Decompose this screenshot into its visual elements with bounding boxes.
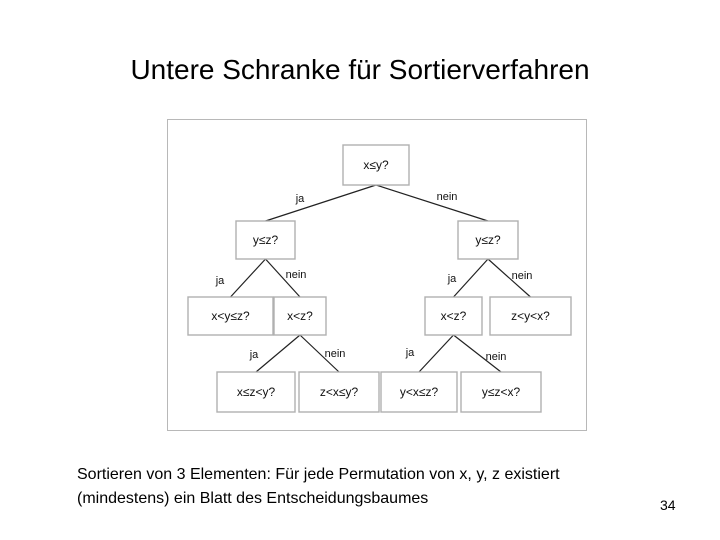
slide-caption bbox=[77, 463, 657, 511]
tree-node-rlr bbox=[461, 372, 541, 412]
node-label: x≤y? bbox=[363, 158, 389, 172]
slide-title: Untere Schranke für Sortierverfahren bbox=[130, 54, 590, 85]
tree-node-root bbox=[343, 145, 409, 185]
edge-label-lr-lrl: ja bbox=[249, 349, 259, 361]
tree-node-lrr bbox=[299, 372, 379, 412]
node-label: x<y≤z? bbox=[211, 309, 250, 323]
tree-node-lrl bbox=[217, 372, 295, 412]
node-label: z<y<x? bbox=[511, 309, 550, 323]
tree-node-r bbox=[458, 221, 518, 259]
edge-label-rl-rlr: nein bbox=[485, 351, 507, 363]
caption-line-2: (mindestens) ein Blatt des Entscheidungsbaumes bbox=[77, 490, 429, 507]
caption-line-1: Sortieren von 3 Elementen: Für jede Permutation von x, y, z existiert bbox=[77, 466, 560, 483]
node-label: x<z? bbox=[287, 309, 313, 323]
tree-edge-l-ll bbox=[231, 259, 266, 297]
tree-node-l bbox=[236, 221, 295, 259]
tree-node-rll bbox=[381, 372, 457, 412]
edge-label-l-lr: nein bbox=[285, 269, 307, 281]
edge-label-l-ll: ja bbox=[215, 275, 225, 287]
node-label: y≤z? bbox=[475, 233, 501, 247]
node-label: y≤z<x? bbox=[481, 385, 521, 399]
edge-label-rl-rll: ja bbox=[405, 347, 415, 359]
node-label: x<z? bbox=[440, 309, 467, 323]
page-number: 34 bbox=[660, 497, 676, 513]
tree-edge-root-l bbox=[266, 185, 377, 221]
node-label: y≤z? bbox=[252, 233, 279, 247]
tree-node-rr bbox=[490, 297, 571, 335]
node-label: y<x≤z? bbox=[399, 385, 439, 399]
edge-label-root-l: ja bbox=[295, 193, 305, 205]
tree-edge-lr-lrl bbox=[256, 335, 300, 372]
edge-label-r-rl: ja bbox=[447, 273, 457, 285]
edge-label-root-r: nein bbox=[436, 191, 458, 203]
node-label: x≤z<y? bbox=[236, 385, 276, 399]
edge-label-r-rr: nein bbox=[511, 270, 533, 282]
tree-node-ll bbox=[188, 297, 273, 335]
tree-node-lr bbox=[274, 297, 326, 335]
tree-edge-r-rl bbox=[454, 259, 489, 297]
tree-edge-rl-rll bbox=[419, 335, 454, 372]
node-label: z<x≤y? bbox=[319, 385, 359, 399]
tree-node-rl bbox=[425, 297, 482, 335]
edge-label-lr-lrr: nein bbox=[324, 348, 346, 360]
tree-edge-root-r bbox=[376, 185, 488, 221]
